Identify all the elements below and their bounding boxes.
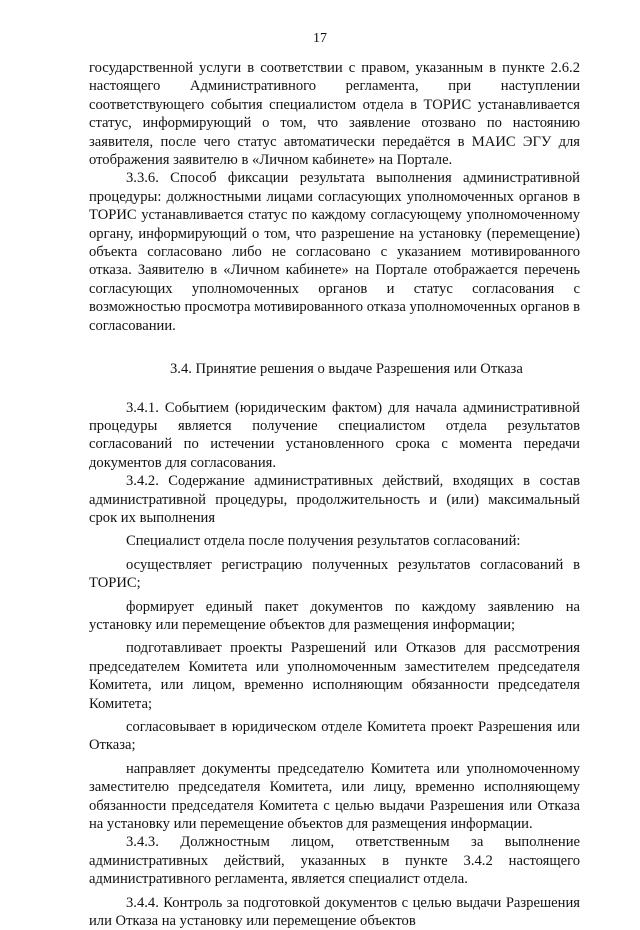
list-item-legal-approval: согласовывает в юридическом отделе Комитета проект Разрешения или Отказа; <box>89 719 580 754</box>
paragraph-3-4-4: 3.4.4. Контроль за подготовкой документов с целью выдачи Разрешения или Отказа на установку или перемещение объектов <box>89 894 580 930</box>
paragraph-3-4-3: 3.4.3. Должностным лицом, ответственным за выполнение административных действий, указанных в пункте 3.4.2 настоящего административного регламента, является специалист отдела. <box>89 834 580 888</box>
paragraph-specialist-intro: Специалист отдела после получения результатов согласований: <box>126 533 521 550</box>
paragraph-3-4-1: 3.4.1. Событием (юридическим фактом) для начала административной процедуры является получение специалистом отдела результатов согласований по истечении установленного срока с момента передачи документов для согласования. <box>89 399 580 471</box>
paragraph-3-4-2: 3.4.2. Содержание административных действий, входящих в состав административной процедуры, продолжительность и (или) максимальный срок их выполнения <box>89 473 580 526</box>
paragraph-3-3-6: 3.3.6. Способ фиксации результата выполнения административной процедуры: должностными лицами согласующих уполномоченных органов в ТОРИС устанавливается статус по каждому согласующему уполномоченному органу, информирующий о том, что разрешение на установку (перемещение) объекта согласовано либо не согласовано с указанием мотивированного отказа. Заявителю в «Личном кабинете» на Портале отображается перечень согласующих уполномоченных органов и статус согласования с возможностью просмотра мотивированного отказа уполномоченных органов в согласовании. <box>89 170 580 334</box>
section-heading-3-4: 3.4. Принятие решения о выдаче Разрешения или Отказа <box>170 361 523 378</box>
list-item-package: формирует единый пакет документов по каждому заявлению на установку или перемещение объектов для размещения информации; <box>89 598 580 633</box>
list-item-registration: осуществляет регистрацию полученных результатов согласований в ТОРИС; <box>89 556 580 592</box>
list-item-drafts: подготавливает проекты Разрешений или Отказов для рассмотрения председателем Комитета или уполномоченным заместителем председателя Комитета, или лицом, временно исполняющим обязанности председателя Комитета; <box>89 640 580 712</box>
paragraph-continuation: государственной услуги в соответствии с правом, указанным в пункте 2.6.2 настоящего Административного регламента, при наступлении соответствующего события специалистом отдела в ТОРИС устанавливается статус, информирующий о том, что заявление отозвано по настоянию заявителя, после чего статус автоматически передаётся в МАИС ЭГУ для отображения заявителю в «Личном кабинете» на Портале. <box>89 60 580 169</box>
page-number: 17 <box>313 31 327 46</box>
list-item-forwarding: направляет документы председателю Комитета или уполномоченному заместителю председателя Комитета, или лицу, временно исполняющему обязанности председателя Комитета с целью выдачи Разрешения или Отказа на установку или перемещение объектов для размещения информации. <box>89 760 580 833</box>
document-body <box>89 59 580 930</box>
